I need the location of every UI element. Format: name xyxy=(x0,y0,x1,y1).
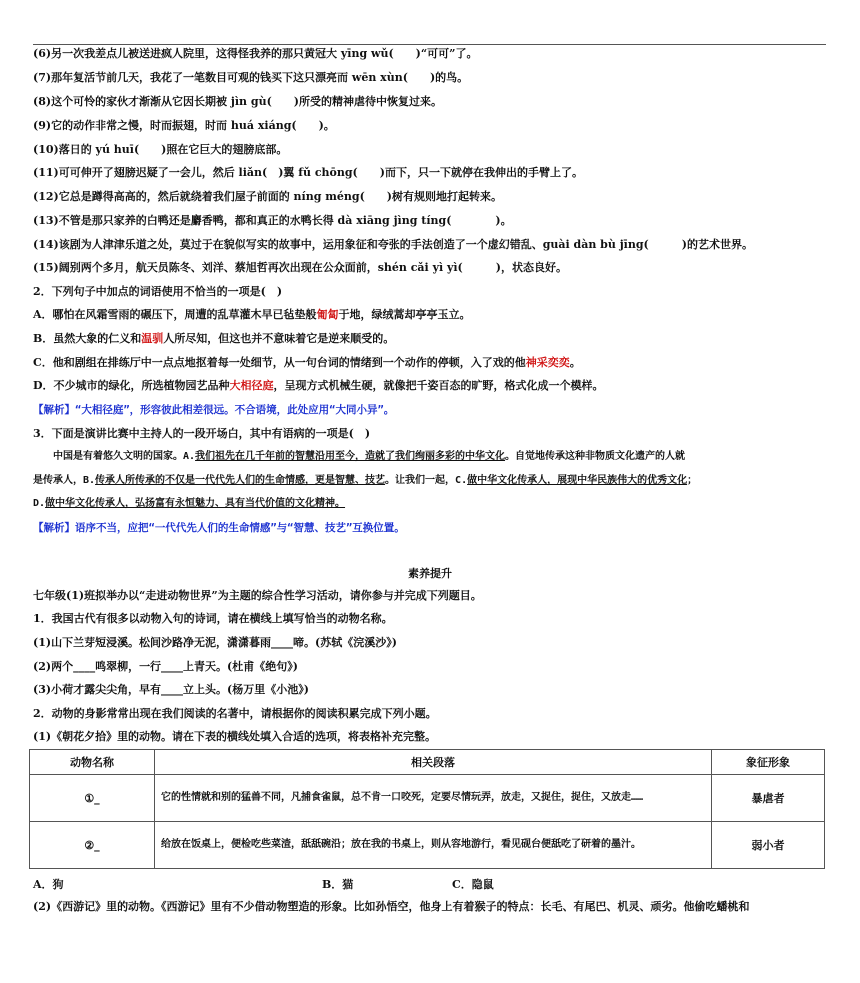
animal-name-cell: ②_ xyxy=(30,822,155,869)
header-rule xyxy=(33,44,826,45)
table-row xyxy=(30,822,825,869)
q2-option-d: D．不少城市的绿化，所选植物园艺品种大相径庭，呈现方式机械生硬，就像把千姿百态的旷野，格式化成一个模样。 xyxy=(33,379,604,392)
animal-name-cell: ①_ xyxy=(30,775,155,822)
q3-analysis: 【解析】语序不当，应把“一代代先人们的生命情感”与“智慧、技艺”互换位置。 xyxy=(33,522,405,534)
q2-option-c: C．他和剧组在排练厅中一点点地抠着每一处细节，从一句台词的情绪到一个动作的停顿，入了戏的他神采奕奕。 xyxy=(33,356,581,369)
table-header: 动物名称 xyxy=(30,750,155,775)
animal-table xyxy=(29,749,825,869)
symbol-cell: 弱小者 xyxy=(712,822,825,869)
question-line-9: (9)它的动作非常之慢，时而振翅，时而 huá xiáng( )。 xyxy=(33,119,335,132)
option-c: C．隐鼠 xyxy=(452,878,494,891)
highlight-word: 大相径庭 xyxy=(229,379,274,392)
reading-question-1: (1)《朝花夕拾》里的动物。请在下表的横线处填入合适的选项，将表格补充完整。 xyxy=(33,730,437,743)
question-line-11: (11)可可伸开了翅膀迟疑了一会儿，然后 liǎn( )翼 fǔ chōng( )而下，只一下就停在我伸出的手臂上了。 xyxy=(33,166,583,179)
question-line-14: (14)该剧为人津津乐道之处，莫过于在貌似写实的故事中，运用象征和夸张的手法创造了一个虚幻错乱、guài dàn bù jīng( )的艺术世界。 xyxy=(33,238,753,251)
section-intro: 七年级(1)班拟举办以“走进动物世界”为主题的综合性学习活动，请你参与并完成下列题目。 xyxy=(33,589,482,602)
table-header: 象征形象 xyxy=(712,750,825,775)
poem-item-1: (1)山下兰芽短浸溪。松间沙路净无泥，潇潇暮雨____啼。(苏轼《浣溪沙》) xyxy=(33,636,397,649)
passage-cell: 它的性情就和别的猛兽不同，凡捕食雀鼠，总不肯一口咬死，定要尽情玩弄，放走，又捉住，捉住，又放走…… xyxy=(155,775,712,822)
q3-stem: 3．下面是演讲比赛中主持人的一段开场白，其中有语病的一项是( ) xyxy=(33,427,371,440)
highlight-word: 温驯 xyxy=(141,332,164,345)
question-line-8: (8)这个可怜的家伙才渐渐从它因长期被 jìn gù( )所受的精神虐待中恢复过来。 xyxy=(33,95,442,108)
poem-question: 1．我国古代有很多以动物入句的诗词，请在横线上填写恰当的动物名称。 xyxy=(33,612,393,625)
poem-item-3: (3)小荷才露尖尖角，早有____立上头。(杨万里《小池》) xyxy=(33,683,309,696)
q3-paragraph-2: 是传承人，B.传承人所传承的不仅是一代代先人们的生命情感，更是智慧、技艺。让我们一起，C.做中华文化传承人，展现中华民族伟大的优秀文化； xyxy=(33,475,698,486)
passage-cell: 给放在饭桌上，便检吃些菜渣，舐舐碗沿；放在我的书桌上，则从容地游行，看见砚台便舐吃了研着的墨汁。 xyxy=(155,822,712,869)
question-line-12: (12)它总是蹲得高高的，然后就绕着我们屋子前面的 níng méng( )树有规则地打起转来。 xyxy=(33,190,502,203)
question-line-15: (15)阔别两个多月，航天员陈冬、刘洋、蔡旭哲再次出现在公众面前，shén cǎi yì yì( )，状态良好。 xyxy=(33,261,567,274)
q2-analysis: 【解析】“大相径庭”，形容彼此相差很远。不合语境，此处应用“大同小异”。 xyxy=(33,404,395,416)
highlight-word: 神采奕奕 xyxy=(525,356,570,369)
table-header: 相关段落 xyxy=(155,750,712,775)
option-b: B．猫 xyxy=(322,878,354,891)
q2-stem: 2．下列句子中加点的词语使用不恰当的一项是( ) xyxy=(33,285,283,298)
reading-question: 2．动物的身影常常出现在我们阅读的名著中，请根据你的阅读积累完成下列小题。 xyxy=(33,707,437,720)
q2-option-b: B．虽然大象的仁义和温驯人所尽知，但这也并不意味着它是逆来顺受的。 xyxy=(33,332,395,345)
q3-paragraph-1: 中国是有着悠久文明的国家。A.我们祖先在几千年前的智慧沿用至今，造就了我们绚丽多彩的中华文化。自觉地传承这种非物质文化遗产的人就 xyxy=(33,451,686,462)
table-header-row xyxy=(30,750,825,775)
poem-item-2: (2)两个____鸣翠柳，一行____上青天。(杜甫《绝句》) xyxy=(33,660,298,673)
question-line-10: (10)落日的 yú huī( )照在它巨大的翅膀底部。 xyxy=(33,143,288,156)
section-title: 素养提升 xyxy=(408,567,452,580)
q2-option-a: A．哪怕在风霜雪雨的碾压下，周遭的乱草灌木早已毡垫般匍匐于地，绿绒蒿却亭亭玉立。 xyxy=(33,308,471,321)
xiyouji-question: (2)《西游记》里的动物。《西游记》里有不少借动物塑造的形象。比如孙悟空，他身上有着猴子的特点：长毛、有尾巴、机灵、顽劣。他偷吃蟠桃和 xyxy=(33,900,750,913)
symbol-cell: 暴虐者 xyxy=(712,775,825,822)
option-a: A．狗 xyxy=(33,878,64,891)
question-line-6: (6)另一次我差点儿被送进疯人院里，这得怪我养的那只黄冠大 yīng wǔ( )“可可”了。 xyxy=(33,47,478,60)
question-line-13: (13)不管是那只家养的白鸭还是麝香鸭，都和真正的水鸭长得 dà xiāng jìng tíng( )。 xyxy=(33,214,512,227)
question-line-7: (7)那年复活节前几天，我花了一笔数目可观的钱买下这只漂亮而 wēn xùn( )的鸟。 xyxy=(33,71,469,84)
table-row xyxy=(30,775,825,822)
q3-paragraph-3: D.做中华文化传承人，弘扬富有永恒魅力、具有当代价值的文化精神。 xyxy=(33,498,346,509)
highlight-word: 匍匐 xyxy=(316,308,339,321)
